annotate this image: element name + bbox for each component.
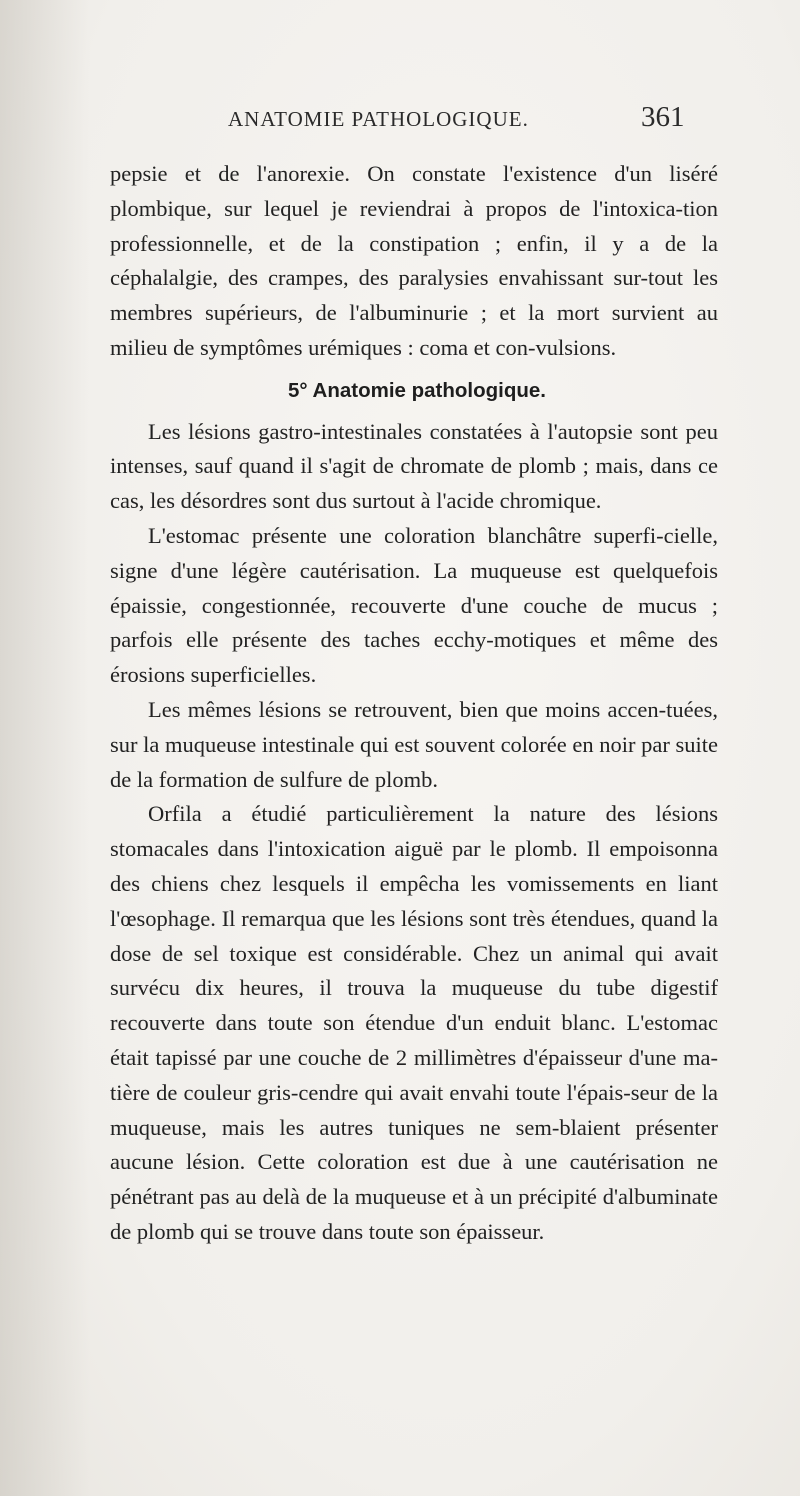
paragraph-autopsy-lesions: Les lésions gastro-intestinales constatées à l'autopsie sont peu intenses, sauf quand il s'agit de chromate de plomb ; mais, dans ce cas, les désordres sont dus surtout à l'acide chromique.: [110, 418, 718, 514]
page-number: 361: [641, 101, 685, 133]
main-text: [110, 157, 718, 1250]
paragraph-stomach: L'estomac présente une coloration blanchâtre superfi-cielle, signe d'une légère cautérisation. La muqueuse est quelquefois épaissie, congestionnée, recouverte d'une couche de mucus ; parfois elle présente des taches ecchy-motiques et même des érosions superficielles.: [110, 522, 718, 688]
page-header: [0, 101, 800, 147]
intro-paragraph: pepsie et de l'anorexie. On constate l'existence d'un liséré plombique, sur lequel je reviendrai à propos de l'intoxica-tion professionnelle, et de la constipation ; enfin, il y a de la céphalalgie, des crampes, des paralysies envahissant sur-tout les membres supérieurs, de l'albuminurie ; et la mort survient au milieu de symptômes urémiques : coma et con-vulsions.: [110, 161, 718, 360]
paragraph-orfila: Orfila a étudié particulièrement la nature des lésions stomacales dans l'intoxication aiguë par le plomb. Il empoisonna des chiens chez lesquels il empêcha les vomissements en liant l'œsophage. Il remarqua que les lésions sont très étendues, quand la dose de sel toxique est considérable. Chez un animal qui avait survécu dix heures, il trouva la muqueuse du tube digestif recouverte dans toute son étendue d'un enduit blanc. L'estomac était tapissé par une couche de 2 millimètres d'épaisseur d'une ma-tière de couleur gris-cendre qui avait envahi toute l'épais-seur de la muqueuse, mais les autres tuniques ne sem-blaient présenter aucune lésion. Cette coloration est due à une cautérisation ne pénétrant pas au delà de la muqueuse et à un précipité d'albuminate de plomb qui se trouve dans toute son épaisseur.: [110, 801, 718, 1244]
binding-shadow: [0, 0, 90, 1496]
section-heading: 5° Anatomie pathologique.: [287, 378, 546, 402]
running-title: ANATOMIE PATHOLOGIQUE.: [228, 107, 529, 131]
paragraph-intestine: Les mêmes lésions se retrouvent, bien que moins accen-tuées, sur la muqueuse intestinale qui est souvent colorée en noir par suite de la formation de sulfure de plomb.: [110, 696, 718, 792]
